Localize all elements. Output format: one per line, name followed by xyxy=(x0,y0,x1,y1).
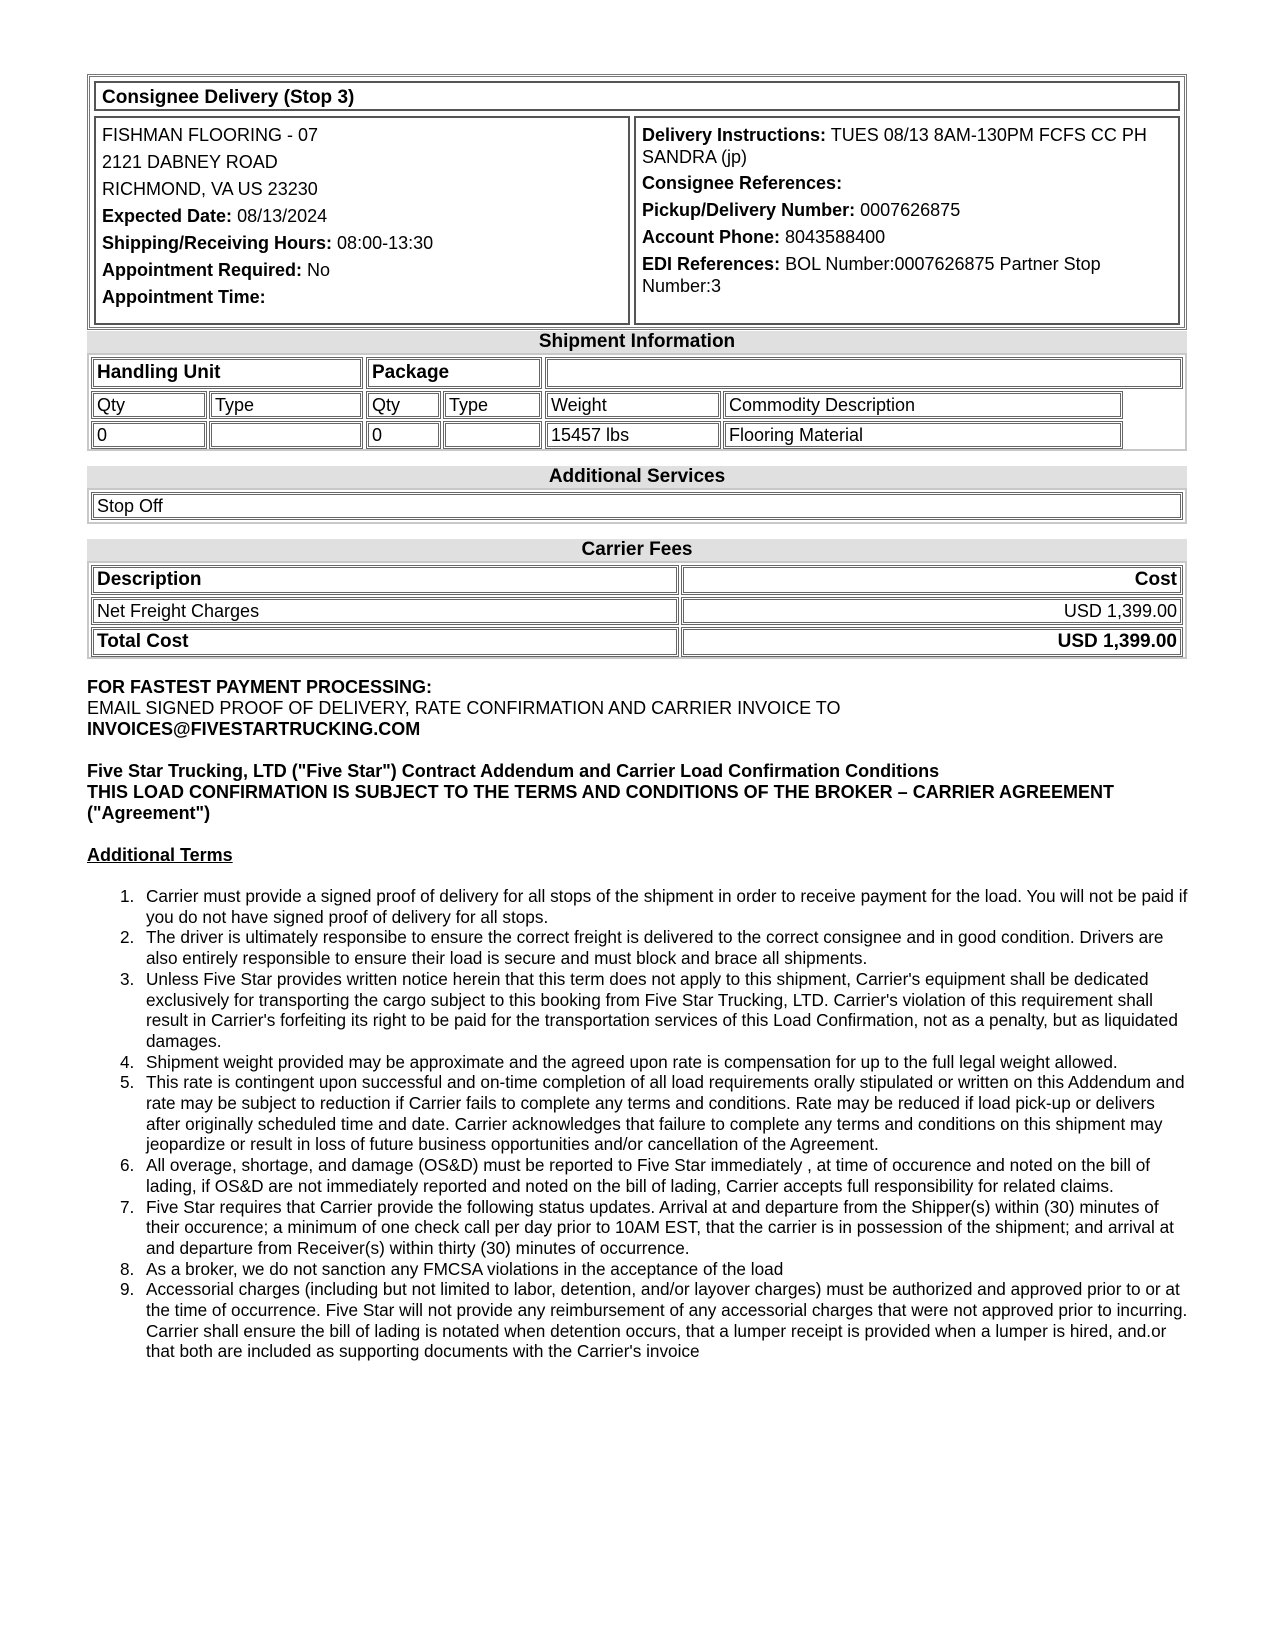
table-cell-type xyxy=(209,421,363,449)
table-cell-package-qty: 0 xyxy=(366,421,441,449)
carrier-fees-title: Carrier Fees xyxy=(87,539,1187,561)
additional-terms-heading: Additional Terms xyxy=(87,845,233,865)
hours-row xyxy=(102,232,433,254)
expected-date-label: Expected Date: xyxy=(102,206,233,226)
pickup-number-label: Pickup/Delivery Number: xyxy=(642,200,856,220)
term-text: Shipment weight provided may be approximate and the agreed upon rate is compensation for up to the full legal weight allowed. xyxy=(146,1051,1118,1072)
total-cost-value: USD 1,399.00 xyxy=(681,627,1183,657)
hours-value: 08:00-13:30 xyxy=(337,233,434,253)
term-text: Accessorial charges (including but not limited to labor, detention, and/or layover charges) must be authorized and approved prior to or at the time of occurrence. Five Star will not provide any reimbursement of any accessorial charges that were not approved prior to incurring. Carrier shall ensure the bill of lading is notated when detention occurs, that a lumper receipt is provided when a lumper is hired, and.or that both are included as supporting documents with the Carrier's invoice xyxy=(146,1279,1188,1362)
term-number: 7. xyxy=(120,1196,135,1217)
delivery-instructions-row xyxy=(642,124,1167,168)
list-item xyxy=(120,1072,1190,1155)
edi-references-value: BOL Number:0007626875 Partner Stop Number:3 xyxy=(642,254,1101,296)
term-text: As a broker, we do not sanction any FMCSA violations in the acceptance of the load xyxy=(146,1258,784,1279)
additional-service-item: Stop Off xyxy=(91,492,1183,520)
delivery-instructions-value: TUES 08/13 8AM-130PM FCFS CC PH SANDRA (jp) xyxy=(642,125,1147,167)
table-cell-weight: 15457 lbs xyxy=(545,421,721,449)
addendum-subtitle-line1: THIS LOAD CONFIRMATION IS SUBJECT TO THE TERMS AND CONDITIONS OF THE BROKER – CARRIER AGREEMENT xyxy=(87,782,1115,802)
list-item xyxy=(120,1197,1190,1259)
edi-references-row xyxy=(642,253,1167,297)
delivery-instructions-label: Delivery Instructions: xyxy=(642,125,827,145)
consignee-address-line1: 2121 DABNEY ROAD xyxy=(102,152,278,172)
term-number: 5. xyxy=(120,1072,135,1093)
list-item xyxy=(120,886,1190,927)
consignee-title-cell xyxy=(94,81,1180,111)
term-number: 8. xyxy=(120,1258,135,1279)
consignee-address-line2: RICHMOND, VA US 23230 xyxy=(102,179,318,199)
fee-row-cost: USD 1,399.00 xyxy=(681,597,1183,625)
payment-heading: FOR FASTEST PAYMENT PROCESSING: xyxy=(87,677,433,697)
fee-row-description: Net Freight Charges xyxy=(91,597,679,625)
list-item xyxy=(120,1155,1190,1196)
terms-list xyxy=(120,886,1190,1362)
expected-date-row xyxy=(102,205,327,227)
additional-services-table xyxy=(87,488,1187,524)
account-phone-row xyxy=(642,226,885,248)
handling-unit-header: Handling Unit xyxy=(91,357,363,389)
edi-references-label: EDI References: xyxy=(642,254,781,274)
column-header-qty: Qty xyxy=(91,391,207,419)
hours-label: Shipping/Receiving Hours: xyxy=(102,233,333,253)
column-header-type: Type xyxy=(209,391,363,419)
appointment-time-row xyxy=(102,286,266,308)
payment-instructions: EMAIL SIGNED PROOF OF DELIVERY, RATE CONFIRMATION AND CARRIER INVOICE TO xyxy=(87,698,841,718)
appointment-required-value: No xyxy=(307,260,331,280)
pickup-number-row xyxy=(642,199,960,221)
description-header: Description xyxy=(91,565,679,595)
term-number: 9. xyxy=(120,1279,135,1300)
account-phone-value: 8043588400 xyxy=(785,227,886,247)
package-header: Package xyxy=(366,357,542,389)
consignee-references-row xyxy=(642,172,842,194)
table-cell-commodity: Flooring Material xyxy=(723,421,1123,449)
appointment-time-label: Appointment Time: xyxy=(102,287,266,307)
column-header-package-type: Type xyxy=(443,391,542,419)
term-number: 1. xyxy=(120,886,135,906)
column-header-package-qty: Qty xyxy=(366,391,441,419)
shipment-info-title: Shipment Information xyxy=(87,331,1187,353)
list-item xyxy=(120,1259,1190,1280)
consignee-name: FISHMAN FLOORING - 07 xyxy=(102,125,319,145)
shipment-header-blank xyxy=(545,357,1183,389)
term-number: 3. xyxy=(120,968,135,989)
expected-date-value: 08/13/2024 xyxy=(237,206,328,226)
consignee-address-cell xyxy=(94,116,630,325)
addendum-subtitle-line2: ("Agreement") xyxy=(87,803,211,823)
cost-header: Cost xyxy=(681,565,1183,595)
invoice-email: INVOICES@FIVESTARTRUCKING.COM xyxy=(87,719,421,739)
term-text: Five Star requires that Carrier provide the following status updates. Arrival at and departure from the Shipper(s) within (30) minutes of their occurence; a minimum of one check call per day prior to 10AM EST, that the carrier is in possession of the shipment; and arrival at and departure from Receiver(s) within thirty (30) minutes of occurrence. xyxy=(146,1196,1174,1258)
appointment-required-label: Appointment Required: xyxy=(102,260,302,280)
consignee-references-label: Consignee References: xyxy=(642,173,843,193)
list-item xyxy=(120,1052,1190,1073)
list-item xyxy=(120,969,1190,1052)
addendum-title: Five Star Trucking, LTD ("Five Star") Contract Addendum and Carrier Load Confirmation Conditions xyxy=(87,761,940,781)
appointment-required-row xyxy=(102,259,330,281)
term-text: Carrier must provide a signed proof of delivery for all stops of the shipment in order to receive payment for the load. You will not be paid if you do not have signed proof of delivery for all stops. xyxy=(146,886,1188,927)
term-text: The driver is ultimately responsibe to ensure the correct freight is delivered to the correct consignee and in good condition. Drivers are also entirely responsible to ensure their load is secure and must block and brace all shipments. xyxy=(146,927,1164,969)
term-number: 4. xyxy=(120,1051,135,1072)
total-cost-label: Total Cost xyxy=(91,627,679,657)
term-number: 2. xyxy=(120,927,135,948)
term-number: 6. xyxy=(120,1155,135,1176)
consignee-section xyxy=(87,74,1187,330)
list-item xyxy=(120,1279,1190,1362)
column-header-weight: Weight xyxy=(545,391,721,419)
consignee-details-cell xyxy=(634,116,1180,325)
column-header-commodity: Commodity Description xyxy=(723,391,1123,419)
shipment-table xyxy=(87,353,1187,451)
additional-services-title: Additional Services xyxy=(87,466,1187,488)
table-cell-qty: 0 xyxy=(91,421,207,449)
carrier-fees-table xyxy=(87,561,1187,659)
term-text: All overage, shortage, and damage (OS&D) must be reported to Five Star immediately , at time of occurence and noted on the bill of lading, if OS&D are not immediately reported and noted on the bill of lading, Carrier accepts full responsibility for related claims. xyxy=(146,1155,1151,1196)
consignee-title: Consignee Delivery (Stop 3) xyxy=(102,87,355,108)
term-text: This rate is contingent upon successful and on-time completion of all load requirements orally stipulated or written on this Addendum and rate may be subject to reduction if Carrier fails to complete any terms and conditions. Rate may be reduced if load pick-up or delivers after originally scheduled time and date. Carrier acknowledges that failure to complete any terms and conditions on this shipment may jeopardize or result in loss of future business opportunities and/or cancellation of the Agreement. xyxy=(146,1072,1185,1155)
table-cell-package-type xyxy=(443,421,542,449)
list-item xyxy=(120,927,1190,968)
account-phone-label: Account Phone: xyxy=(642,227,780,247)
pickup-number-value: 0007626875 xyxy=(860,200,961,220)
term-text: Unless Five Star provides written notice herein that this term does not apply to this shipment, Carrier's equipment shall be dedicated exclusively for transporting the cargo subject to this booking from Five Star Trucking, LTD. Carrier's violation of this requirement shall result in Carrier's forfeiting its right to be paid for the transportation services of this Load Confirmation, not as a penalty, but as liquidated damages. xyxy=(146,968,1178,1051)
